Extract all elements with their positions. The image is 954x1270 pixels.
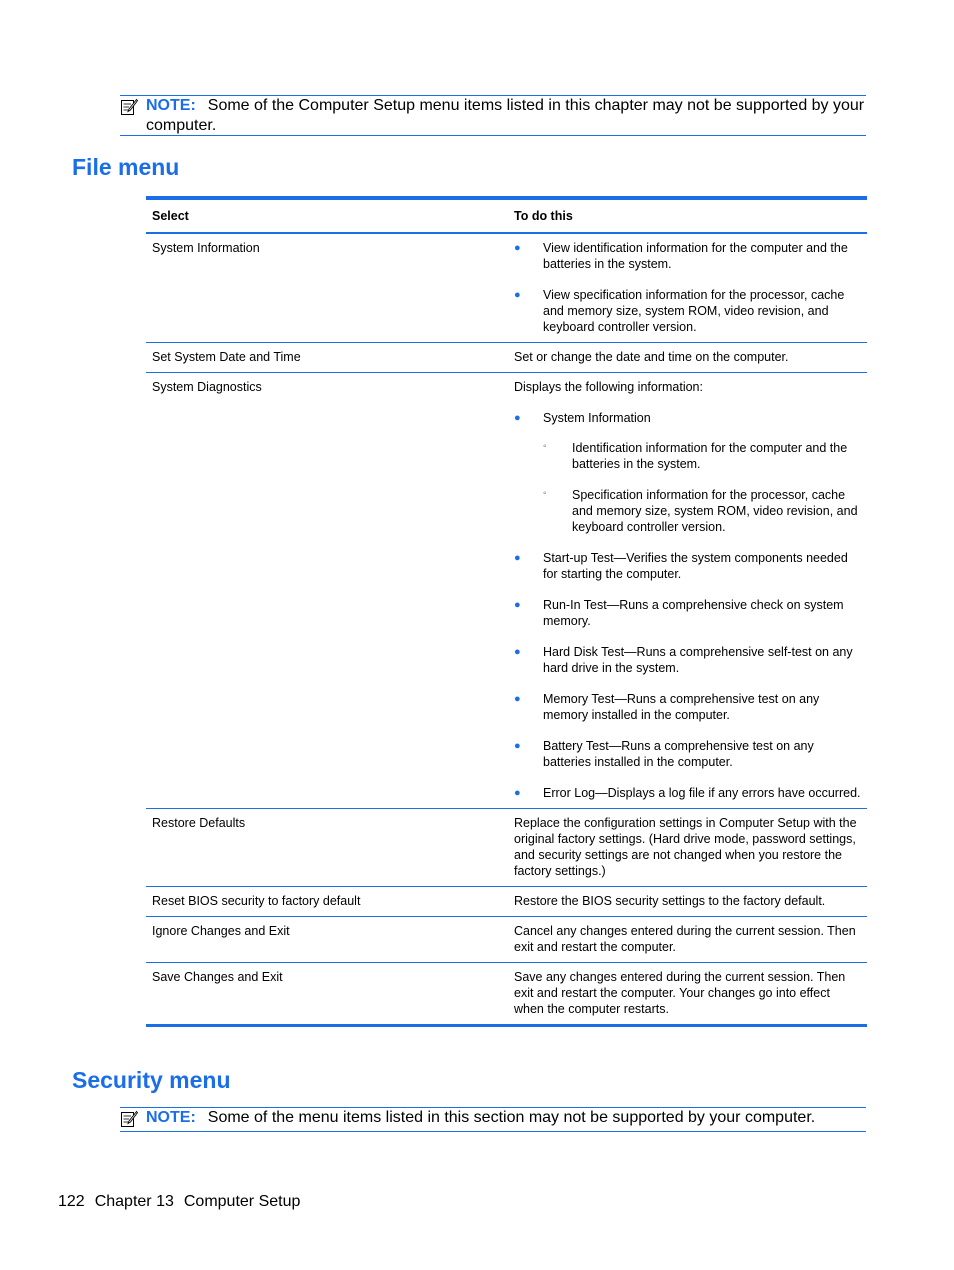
action-cell: Set or change the date and time on the computer. [508, 343, 867, 373]
note-text-block [146, 96, 866, 136]
sub-bullet-icon: ◦ [543, 441, 547, 452]
bullet-icon: ● [514, 412, 521, 424]
bullet-icon: ● [514, 242, 521, 254]
table-row [146, 373, 867, 809]
sub-bullet-icon: ◦ [543, 488, 547, 499]
action-cell: Restore the BIOS security settings to the factory default. [508, 887, 867, 917]
note-text: Some of the Computer Setup menu items listed in this chapter may not be supported by your computer. [146, 97, 865, 134]
page-footer [58, 1192, 310, 1212]
list-item-text: Run-In Test—Runs a comprehensive check on system memory. [543, 598, 844, 628]
list-item [514, 597, 861, 629]
select-cell: Reset BIOS security to factory default [146, 887, 508, 917]
bullet-icon: ● [514, 599, 521, 611]
note-text-block [146, 1108, 866, 1128]
column-header-select: Select [146, 198, 508, 233]
action-cell: Save any changes entered during the current session. Then exit and restart the computer. Your changes go into effect when the computer restarts. [508, 963, 867, 1026]
file-menu-heading: File menu [72, 154, 180, 180]
file-menu-table [146, 196, 867, 1027]
bullet-list [514, 410, 861, 801]
list-item [514, 785, 861, 801]
select-cell: Restore Defaults [146, 809, 508, 887]
bullet-icon: ● [514, 289, 521, 301]
intro-text: Displays the following information: [514, 380, 703, 394]
bullet-icon: ● [514, 740, 521, 752]
bullet-icon: ● [514, 552, 521, 564]
column-header-to-do-this: To do this [508, 198, 867, 233]
sub-list-item [543, 487, 861, 535]
sub-list-item-text: Specification information for the processor, cache and memory size, system ROM, video revision, and keyboard controller version. [572, 488, 858, 534]
page-number: 122 [58, 1193, 85, 1210]
list-item-text: Battery Test—Runs a comprehensive test on any batteries installed in the computer. [543, 739, 814, 769]
select-cell: System Information [152, 241, 260, 255]
sub-list-item [543, 440, 861, 472]
chapter-label: Chapter 13 [94, 1193, 174, 1210]
table-row [146, 887, 867, 917]
bullet-icon: ● [514, 646, 521, 658]
note-label: NOTE: [146, 1109, 196, 1126]
note-pencil-icon [120, 1110, 138, 1128]
list-item [514, 738, 861, 770]
note-label: NOTE: [146, 97, 196, 114]
note-text: Some of the menu items listed in this section may not be supported by your computer. [207, 1109, 816, 1126]
list-item [514, 240, 861, 272]
select-cell: Set System Date and Time [146, 343, 508, 373]
action-cell [508, 373, 867, 809]
list-item-text: Start-up Test—Verifies the system components needed for starting the computer. [543, 551, 848, 581]
select-cell: Ignore Changes and Exit [146, 917, 508, 963]
list-item [514, 644, 861, 676]
note-box [120, 1107, 866, 1132]
security-menu-heading: Security menu [72, 1067, 231, 1093]
list-item [514, 550, 861, 582]
note-box [120, 95, 866, 136]
list-item-text: View identification information for the computer and the batteries in the system. [543, 241, 848, 271]
list-item-text: System Information [543, 411, 651, 425]
table-row [146, 343, 867, 373]
action-cell [508, 233, 867, 343]
sub-list-item-text: Identification information for the computer and the batteries in the system. [572, 441, 848, 471]
bullet-icon: ● [514, 693, 521, 705]
note-pencil-icon [120, 98, 138, 116]
select-cell: Save Changes and Exit [146, 963, 508, 1026]
action-cell: Cancel any changes entered during the current session. Then exit and restart the computer. [508, 917, 867, 963]
action-cell: Replace the configuration settings in Computer Setup with the original factory settings. (Hard drive mode, password settings, and security settings are not changed when you restore the factory settings.) [508, 809, 867, 887]
bullet-list [514, 240, 861, 335]
list-item-text: Hard Disk Test—Runs a comprehensive self-test on any hard drive in the system. [543, 645, 853, 675]
table-header-row [146, 198, 867, 233]
list-item [514, 691, 861, 723]
list-item-text: Memory Test—Runs a comprehensive test on any memory installed in the computer. [543, 692, 820, 722]
table-row [146, 809, 867, 887]
list-item [514, 287, 861, 335]
list-item [514, 410, 861, 535]
select-cell: System Diagnostics [146, 373, 508, 809]
sub-bullet-list [543, 440, 861, 535]
table-row [146, 963, 867, 1026]
list-item-text: View specification information for the processor, cache and memory size, system ROM, video revision, and keyboard controller version. [543, 288, 845, 334]
list-item-text: Error Log—Displays a log file if any errors have occurred. [543, 786, 861, 800]
table-row [146, 233, 867, 343]
chapter-title: Computer Setup [183, 1193, 301, 1210]
bullet-icon: ● [514, 787, 521, 799]
table-row [146, 917, 867, 963]
